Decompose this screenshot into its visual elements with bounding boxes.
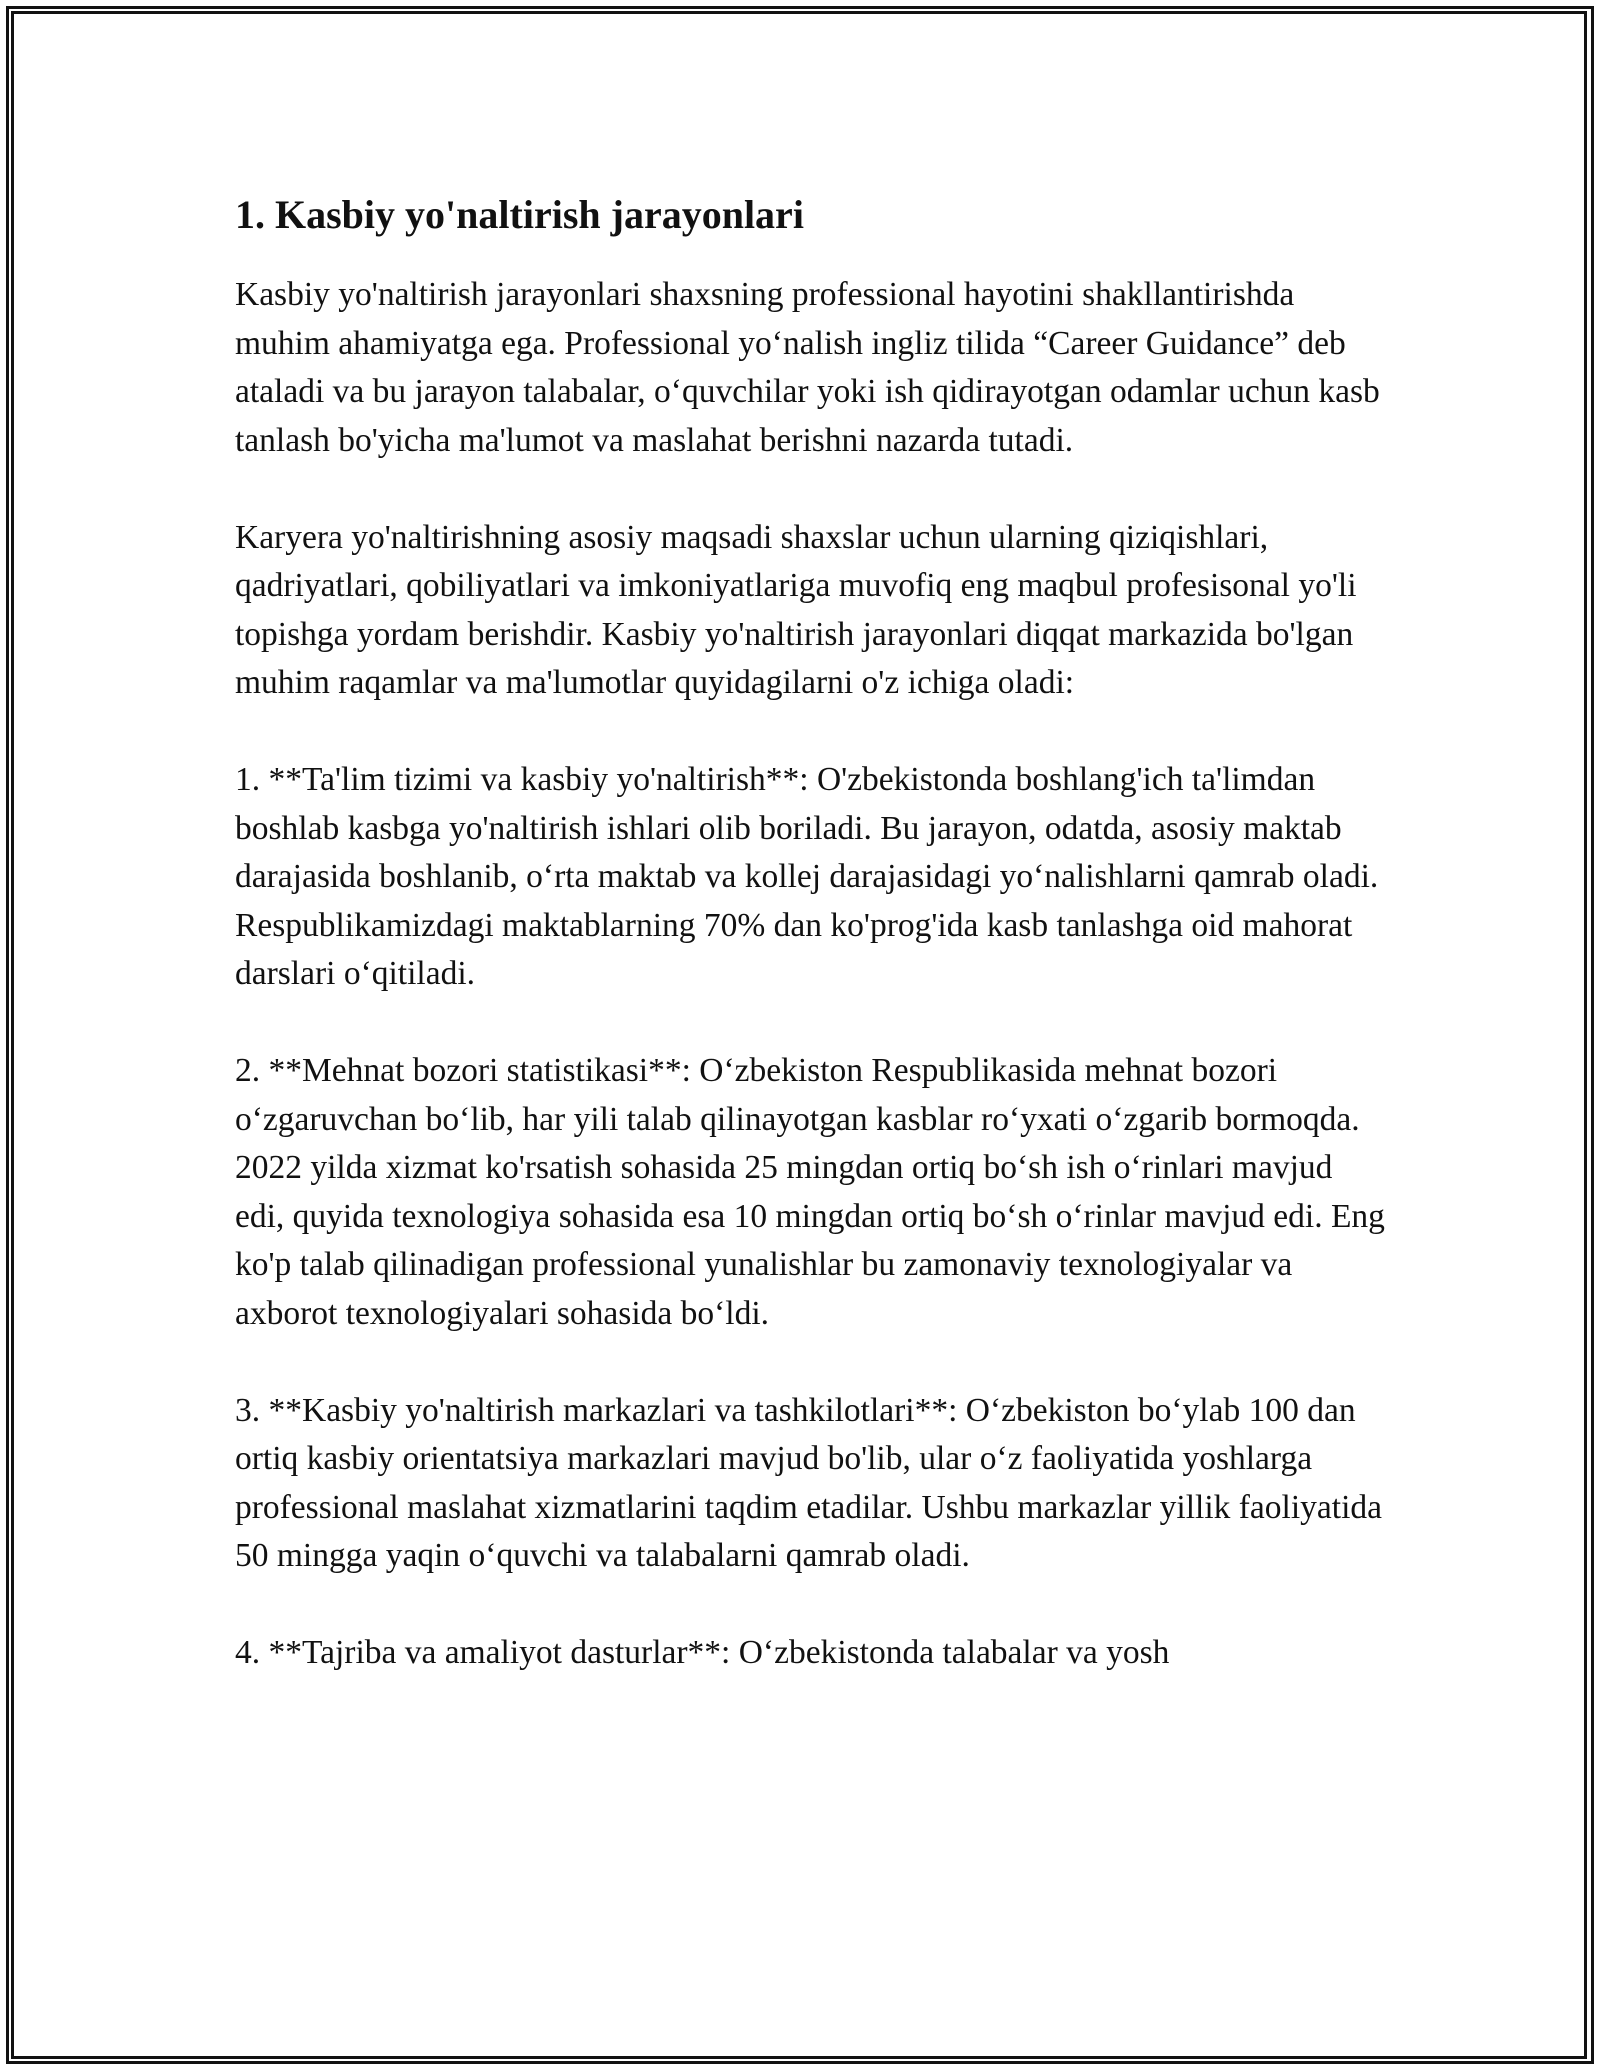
list-item-centers: 3. **Kasbiy yo'naltirish markazlari va tashkilotlari**: O‘zbekiston bo‘ylab 100 dan ortiq kasbiy orientatsiya markazlari mavjud bo'lib, ular o‘z faoliyatida yoshlarga professional maslahat xizmatlarini taqdim etadilar. Ushbu markazlar yillik faoliyatida 50 mingga yaqin o‘quvchi va talabalarni qamrab oladi. (235, 1391, 1383, 1574)
document-body (235, 187, 1385, 1726)
list-item-internships: 4. **Tajriba va amaliyot dasturlar**: O‘zbekistonda talabalar va yosh (235, 1634, 1170, 1671)
paragraph-purpose: Karyera yo'naltirishning asosiy maqsadi shaxslar uchun ularning qiziqishlari, qadriyatlari, qobiliyatlari va imkoniyatlariga muvofiq eng maqbul profesisonal yo'li topishga yordam berishdir. Kasbiy yo'naltirish jarayonlari diqqat markazida bo'lgan muhim raqamlar va ma'lumotlar quyidagilarni o'z ichiga oladi: (235, 518, 1357, 701)
list-item-education: 1. **Ta'lim tizimi va kasbiy yo'naltirish**: O'zbekistonda boshlang'ich ta'limdan boshlab kasbga yo'naltirish ishlari olib boriladi. Bu jarayon, odatda, asosiy maktab darajasida boshlanib, o‘rta maktab va kollej darajasidagi yo‘nalishlarni qamrab oladi. Respublikamizdagi maktablarning 70% dan ko'prog'ida kasb tanlashga oid mahorat darslari o‘qitiladi. (235, 761, 1379, 992)
paragraph-intro: Kasbiy yo'naltirish jarayonlari shaxsning professional hayotini shakllantirishda muhim ahamiyatga ega. Professional yo‘nalish ingliz tilida “Career Guidance” deb ataladi va bu jarayon talabalar, o‘quvchilar yoki ish qidirayotgan odamlar uchun kasb tanlash bo'yicha ma'lumot va maslahat berishni nazarda tutadi. (235, 276, 1380, 459)
list-item-labor-market: 2. **Mehnat bozori statistikasi**: O‘zbekiston Respublikasida mehnat bozori o‘zgaruvchan bo‘lib, har yili talab qilinayotgan kasblar ro‘yxati o‘zgarib bormoqda. 2022 yilda xizmat ko'rsatish sohasida 25 mingdan ortiq bo‘sh ish o‘rinlari mavjud edi, quyida texnologiya sohasida esa 10 mingdan ortiq bo‘sh o‘rinlar mavjud edi. Eng ko'p talab qilinadigan professional yunalishlar bu zamonaviy texnologiyalar va axborot texnologiyalari sohasida bo‘ldi. (235, 1052, 1385, 1332)
section-heading: 1. Kasbiy yo'naltirish jarayonlari (235, 192, 804, 237)
